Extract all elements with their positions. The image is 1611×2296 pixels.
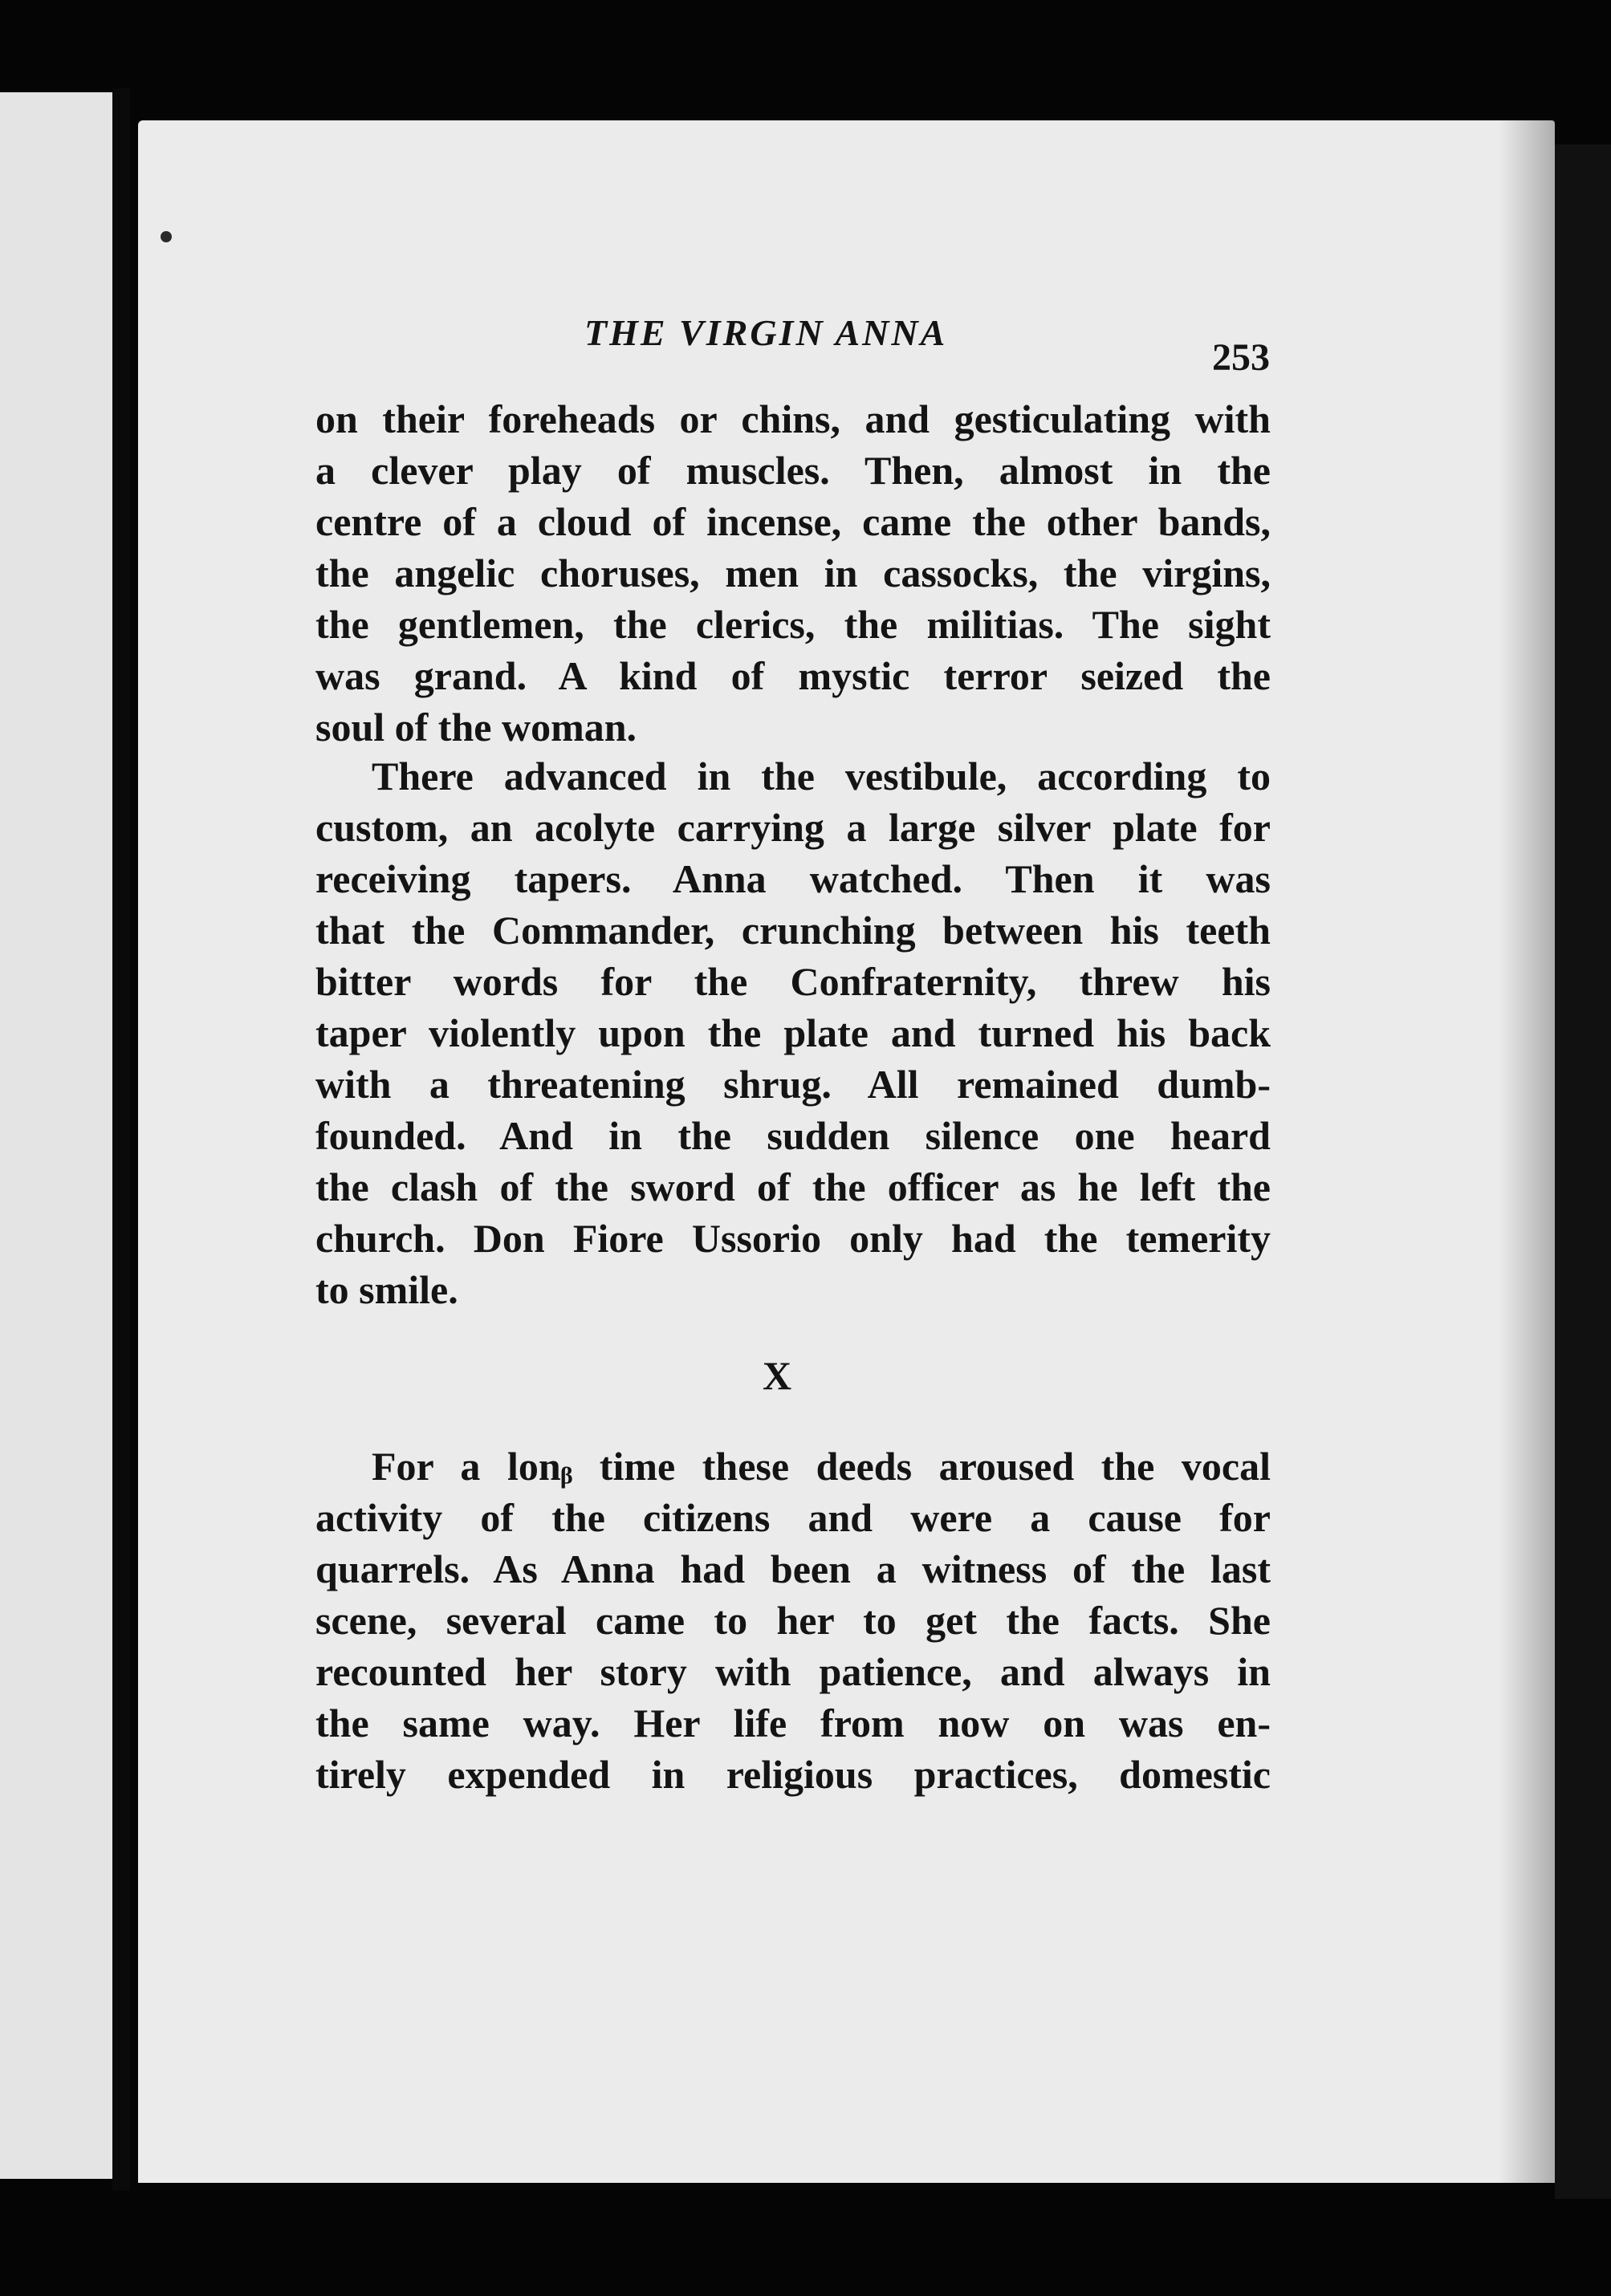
text-line: the gentlemen, the clerics, the militias. The sight	[315, 602, 1271, 647]
running-title: THE VIRGIN ANNA	[584, 312, 948, 353]
ink-blot-mark	[161, 231, 172, 242]
text-line: centre of a cloud of incense, came the other bands,	[315, 499, 1271, 544]
text-line: the angelic choruses, men in cassocks, the virgins,	[315, 551, 1271, 595]
text-line: bitter words for the Confraternity, threw his	[315, 959, 1271, 1004]
text-line: custom, an acolyte carrying a large silver plate for	[315, 805, 1271, 850]
text-line: was grand. A kind of mystic terror seized the	[315, 653, 1271, 698]
text-line: the clash of the sword of the officer as he left the	[315, 1164, 1271, 1209]
page-number: 253	[1212, 336, 1270, 379]
text-line: recounted her story with patience, and always in	[315, 1649, 1271, 1694]
text-line: to smile.	[315, 1267, 458, 1312]
text-line: tirely expended in religious practices, domestic	[315, 1752, 1271, 1797]
facing-page-edge	[0, 92, 120, 2179]
paragraph-3	[315, 1441, 1271, 1800]
text-line: taper violently upon the plate and turned his back	[315, 1010, 1271, 1055]
text-line: quarrels. As Anna had been a witness of the last	[315, 1546, 1271, 1591]
text-line: that the Commander, crunching between his teeth	[315, 908, 1271, 953]
text-line: soul of the woman.	[315, 705, 637, 750]
text-line: For a lonᵦ time these deeds aroused the vocal	[372, 1444, 1271, 1489]
text-line: activity of the citizens and were a cause for	[315, 1495, 1271, 1540]
scan-border	[1555, 144, 1611, 2199]
text-line: receiving tapers. Anna watched. Then it was	[315, 856, 1271, 901]
book-gutter	[112, 88, 130, 2191]
text-line: There advanced in the vestibule, according to	[372, 754, 1271, 799]
text-line: a clever play of muscles. Then, almost in the	[315, 448, 1271, 493]
text-line: on their foreheads or chins, and gesticulating with	[315, 396, 1271, 441]
paragraph-1	[315, 393, 1271, 753]
text-line: founded. And in the sudden silence one heard	[315, 1113, 1271, 1158]
text-line: church. Don Fiore Ussorio only had the temerity	[315, 1216, 1271, 1261]
text-line: scene, several came to her to get the facts. She	[315, 1598, 1271, 1643]
page-edge-shadow	[1499, 120, 1555, 2183]
text-line: with a threatening shrug. All remained dumb-	[315, 1062, 1271, 1107]
paragraph-2	[315, 750, 1271, 1315]
section-number: X	[763, 1353, 792, 1398]
text-line: the same way. Her life from now on was en-	[315, 1701, 1271, 1745]
